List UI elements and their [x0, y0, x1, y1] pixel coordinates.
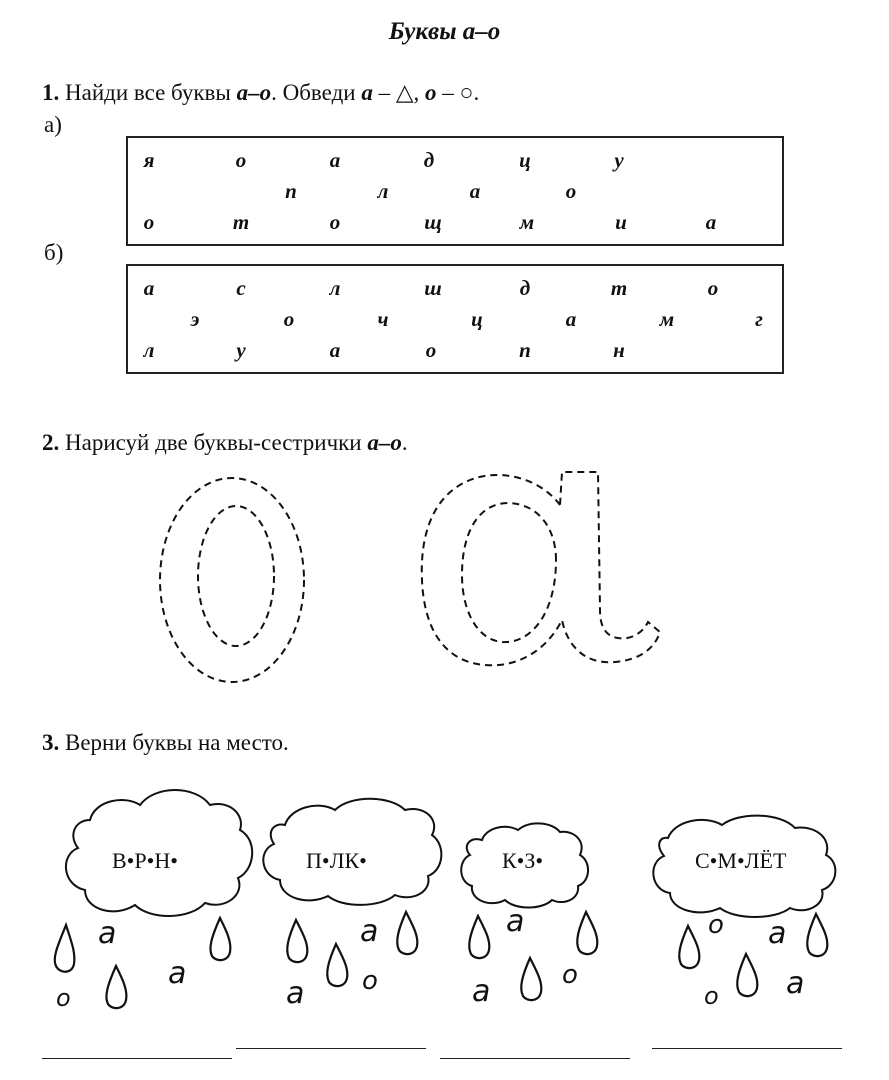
box-a-letter: у: [614, 148, 624, 172]
raindrop: [577, 912, 597, 954]
drop-letter: а: [472, 974, 491, 1009]
tracing-letter-o: [160, 478, 304, 682]
tracing-a-inner: [462, 503, 556, 642]
task2-dot: .: [401, 430, 408, 455]
task1-letters: а–о: [236, 80, 272, 105]
task1-dash1: –: [378, 80, 391, 105]
box-b-letter: а: [565, 307, 577, 331]
task1-dash2: –: [442, 80, 454, 105]
box-b-letter: ш: [424, 276, 442, 300]
box-a-letter: д: [423, 148, 435, 172]
drop-letter: о: [56, 984, 71, 1012]
tracing-o-outer: [160, 478, 304, 682]
task1-dot: .: [473, 80, 480, 105]
box-a-letter: л: [377, 179, 389, 203]
page-title: Буквы а–о: [388, 18, 501, 45]
box-b-letter: т: [610, 276, 628, 300]
raindrop: [807, 914, 827, 956]
box-a-letter: о: [329, 210, 341, 234]
box-b-letter: ц: [471, 307, 483, 331]
tracing-o-inner: [198, 506, 274, 646]
box-a-letter: о: [235, 148, 247, 172]
box-b-letter: л: [329, 276, 341, 300]
box-a-letter: м: [519, 210, 535, 234]
cloud-1-word: В•Р•Н•: [112, 848, 178, 873]
task1-letter-o: о: [425, 80, 437, 105]
drop-letter: а: [506, 904, 525, 939]
answer-line-4[interactable]: [652, 1048, 842, 1049]
raindrop: [521, 958, 541, 1000]
raindrop: [469, 916, 489, 958]
box-a-letter: п: [285, 179, 297, 203]
sub-label-a: а): [44, 112, 62, 137]
task1-letter-a: а: [361, 80, 373, 105]
drop-letter: о: [704, 982, 719, 1010]
task2-text: Нарисуй две буквы-сестрички: [65, 430, 362, 455]
box-b-letter: а: [329, 338, 341, 362]
drop-letter: а: [360, 914, 379, 949]
cloud-3-word: К•З•: [502, 848, 544, 873]
drop-letter: о: [562, 960, 578, 990]
box-a-letter: я: [143, 148, 155, 172]
task1-text2: . Обведи: [271, 80, 356, 105]
drop-letter: а: [168, 956, 187, 991]
tracing-a-outer: [422, 472, 660, 665]
box-b-letter: м: [659, 307, 675, 331]
answer-line-2[interactable]: [236, 1048, 426, 1049]
box-a-letter: а: [705, 210, 717, 234]
box-a-letter: о: [565, 179, 577, 203]
answer-line-3[interactable]: [440, 1058, 630, 1059]
circle-icon: ○: [459, 80, 474, 105]
raindrop: [55, 925, 75, 972]
box-b-letter: э: [190, 307, 200, 331]
box-b-letter: о: [707, 276, 719, 300]
box-a-letter: а: [469, 179, 481, 203]
task2-number: 2.: [42, 430, 60, 455]
drop-letter: а: [786, 966, 805, 1001]
box-b-letter: н: [613, 338, 625, 362]
drop-letter: а: [286, 976, 305, 1011]
box-b-letter: о: [425, 338, 437, 362]
box-b-letter: с: [236, 276, 246, 300]
drop-letter: о: [362, 966, 378, 996]
raindrop: [679, 926, 699, 968]
drop-letter: а: [98, 916, 117, 951]
box-a-letter: о: [143, 210, 155, 234]
box-b-letter: о: [283, 307, 295, 331]
box-b-letter: п: [519, 338, 531, 362]
box-b-letter: а: [143, 276, 155, 300]
box-b-letter: ч: [377, 307, 389, 331]
task3-instruction: [42, 730, 289, 756]
box-a-letter: а: [329, 148, 341, 172]
task1-number: 1.: [42, 80, 60, 105]
task1-comma: ,: [413, 80, 420, 105]
task2-letters: а–о: [367, 430, 402, 455]
box-b-letter: л: [143, 338, 155, 362]
answer-line-1[interactable]: [42, 1058, 232, 1059]
box-b-letter: г: [755, 307, 763, 331]
box-a-letter: т: [232, 210, 250, 234]
raindrop: [397, 912, 417, 954]
raindrop: [106, 966, 126, 1008]
box-b-letter: д: [519, 276, 531, 300]
raindrop: [210, 918, 230, 960]
cloud-2-word: П•ЛК•: [306, 848, 367, 873]
raindrop: [287, 920, 307, 962]
raindrop: [737, 954, 757, 996]
cloud-4-word: С•М•ЛЁТ: [695, 848, 787, 873]
drop-letter: о: [708, 910, 724, 940]
triangle-icon: △: [395, 80, 414, 105]
task3-text: Верни буквы на место.: [65, 730, 289, 755]
raindrop: [327, 944, 347, 986]
box-b-letter: у: [236, 338, 246, 362]
box-a-letter: и: [615, 210, 627, 234]
task3-number: 3.: [42, 730, 60, 755]
box-a-letter: ц: [519, 148, 531, 172]
drop-letter: а: [768, 916, 787, 951]
task1-text: Найди все буквы: [65, 80, 231, 105]
sub-label-b: б): [44, 240, 64, 265]
box-a-letter: щ: [424, 210, 442, 234]
tracing-letter-a: [422, 472, 660, 665]
